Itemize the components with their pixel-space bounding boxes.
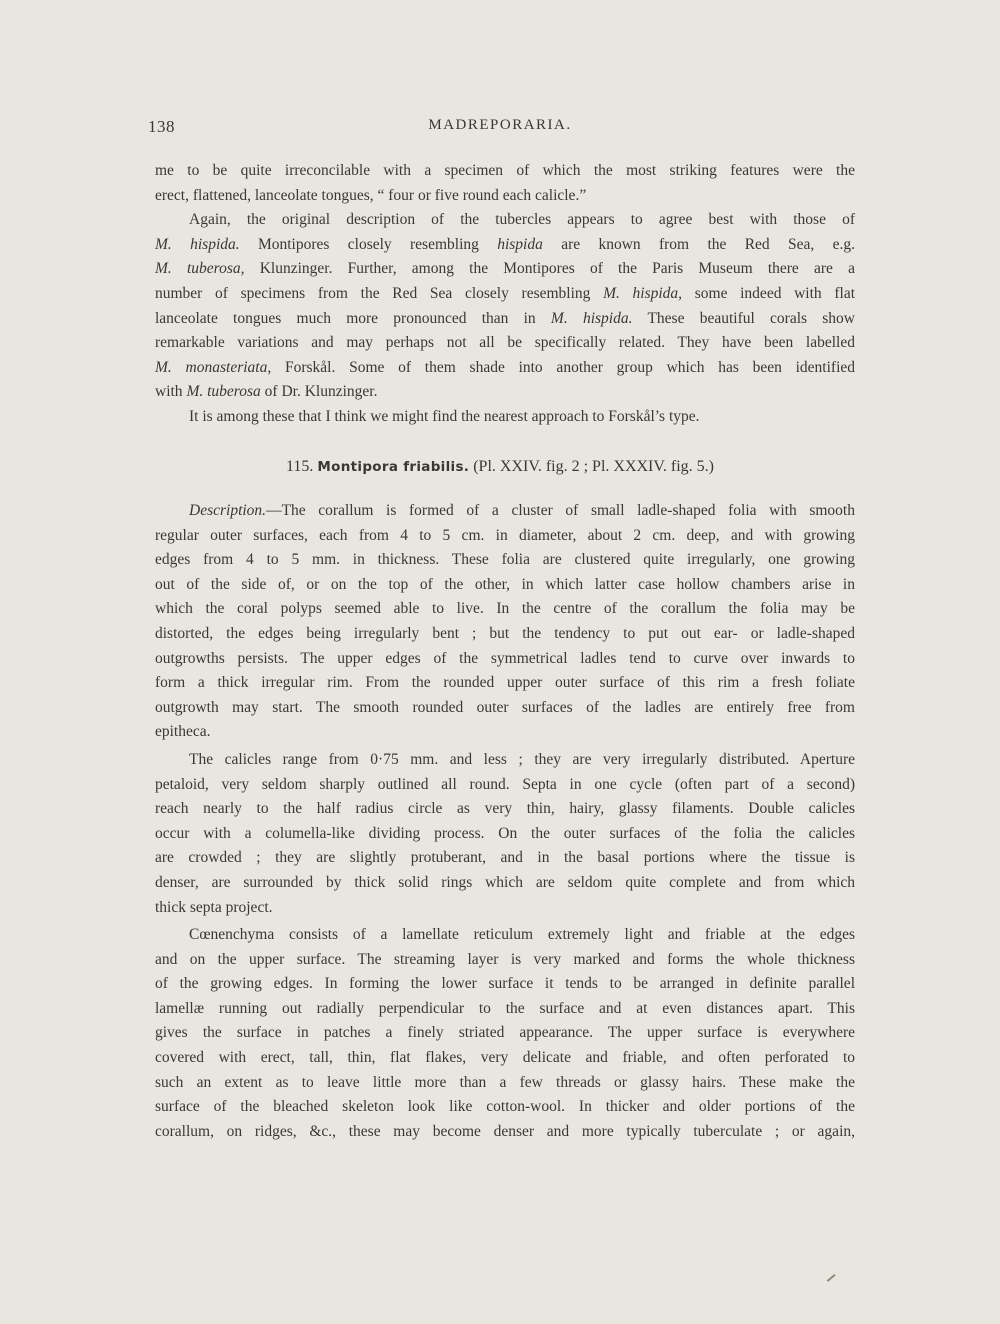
text-line [155,548,855,573]
line-text: epitheca. [155,723,211,741]
line-text: outgrowths persists. The upper edges of the symmetrical ladles tend to curve over inwards to [155,649,855,667]
line-text: occur with a columella-like dividing process. On the outer surfaces of the folia the calicles [155,824,855,842]
text-line [155,797,855,822]
text-line [155,208,855,233]
line-text: denser, are surrounded by thick solid rings which are seldom quite complete and from which [155,873,855,891]
text-line [155,696,855,721]
text-line [155,1021,855,1046]
intro-text-block [155,159,855,430]
text-line [155,233,855,258]
line-text: Forskål. Some of them shade into another group which has been identified [271,358,856,376]
line-text: —The corallum is formed of a cluster of small ladle-shaped folia with smooth [266,502,855,519]
species-name: Montipora friabilis. [317,459,470,475]
italic-text: M. tuberosa, [155,260,245,278]
text-line [155,1071,855,1096]
text-line [155,331,855,356]
line-text: surface of the bleached skeleton look like cotton-wool. In thicker and older portions of the [155,1098,855,1116]
text-line [155,356,855,381]
line-text: form a thick irregular rim. From the rounded upper outer surface of this rim a fresh foliate [155,674,855,692]
line-text: such an extent as to leave little more than a few threads or glassy hairs. These make the [155,1073,855,1091]
italic-text: M. tuberosa [186,383,261,401]
text-line [155,748,855,773]
line-text: of the growing edges. In forming the lower surface it tends to be arranged in definite parallel [155,975,855,993]
section-number: 115. [286,458,314,475]
text-line [155,871,855,896]
line-text: lanceolate tongues much more pronounced than in [155,309,551,327]
line-text: petaloid, very seldom sharply outlined all round. Septa in one cycle (often part of a second) [155,775,855,793]
line-text: number of specimens from the Red Sea closely resembling [155,284,604,302]
line-text: out of the side of, or on the top of the other, in which latter case hollow chambers arise in [155,575,855,593]
line-text: regular outer surfaces, each from 4 to 5 cm. in diameter, about 2 cm. deep, and with growing [155,526,855,544]
text-line [155,1120,855,1145]
text-line [155,159,855,184]
text-line [155,997,855,1022]
text-line [155,773,855,798]
text-line [155,184,855,209]
line-text: Again, the original description of the tubercles appears to agree best with those of [189,211,855,229]
calicles-paragraph [155,748,855,920]
line-text: and on the upper surface. The streaming layer is very marked and forms the whole thickness [155,950,855,968]
line-text: edges from 4 to 5 mm. in thickness. These folia are clustered quite irregularly, one growing [155,551,855,569]
text-line [155,1095,855,1120]
text-line [155,573,855,598]
text-line [155,307,855,332]
text-line [155,405,855,430]
text-line [155,896,855,921]
text-line [155,257,855,282]
text-line [155,499,855,524]
page-number: 138 [148,117,175,136]
text-line [155,647,855,672]
line-text: lamellæ running out radially perpendicular to the surface and at even distances apart. This [155,999,855,1017]
line-text: thick septa project. [155,898,273,916]
italic-text: Description. [189,502,267,519]
italic-text: M. hispida, [603,284,683,302]
line-text: gives the surface in patches a finely striated appearance. The upper surface is everywhere [155,1024,855,1042]
text-line [155,948,855,973]
text-line [155,597,855,622]
pen-mark [827,1274,836,1282]
plate-reference: (Pl. XXIV. fig. 2 ; Pl. XXXIV. fig. 5.) [473,458,714,475]
line-text: some indeed with flat [682,284,855,302]
line-text: erect, flattened, lanceolate tongues, “ four or five round each calicle.” [155,186,587,204]
text-line [155,671,855,696]
line-text: me to be quite irreconcilable with a specimen of which the most striking features were the [155,162,855,179]
text-line [155,846,855,871]
line-text: Klunzinger. Further, among the Montipores of the Paris Museum there are a [244,260,855,278]
line-text: distorted, the edges being irregularly bent ; but the tendency to put out ear- or ladle-shaped [155,624,855,642]
text-line [155,822,855,847]
text-line [155,380,855,405]
line-text: It is among these that I think we might find the nearest approach to Forskål’s type. [189,407,700,425]
text-line [155,923,855,948]
description-paragraph [155,499,855,745]
line-text: The calicles range from 0·75 mm. and less ; they are very irregularly distributed. Aperture [189,750,855,768]
running-head: MADREPORARIA. [428,117,572,133]
text-line [155,622,855,647]
line-text: covered with erect, tall, thin, flat flakes, very delicate and friable, and often perforated to [155,1049,855,1067]
coenenchyma-paragraph [155,923,855,1144]
text-line [155,282,855,307]
line-text: are known from the Red Sea, e.g. [542,235,855,253]
line-text: corallum, on ridges, &c., these may become denser and more typically tuberculate ; or again, [155,1122,855,1140]
text-line [155,720,855,745]
line-text: of Dr. Klunzinger. [260,383,378,401]
line-text: Montipores closely resembling [239,235,498,253]
line-text: Cœnenchyma consists of a lamellate reticulum extremely light and friable at the edges [189,926,855,944]
italic-text: M. hispida. [550,309,633,327]
main-text-block [155,499,855,1144]
line-text: which the coral polyps seemed able to live. In the centre of the corallum the folia may be [155,600,855,618]
line-text: with [155,383,187,401]
text-line [155,524,855,549]
text-line [155,972,855,997]
italic-text: M. hispida. [155,235,240,253]
line-text: are crowded ; they are slightly protuberant, and in the basal portions where the tissue is [155,849,855,867]
italic-text: hispida [497,235,543,253]
section-heading [0,458,1000,476]
text-line [155,1046,855,1071]
line-text: outgrowth may start. The smooth rounded outer surfaces of the ladles are entirely free from [155,698,855,716]
italic-text: M. monasteriata, [155,358,272,376]
line-text: reach nearly to the half radius circle as very thin, hairy, glassy filaments. Double calicles [155,800,855,818]
line-text: remarkable variations and may perhaps not all be specifically related. They have been labelled [155,334,855,352]
line-text: These beautiful corals show [632,309,856,327]
